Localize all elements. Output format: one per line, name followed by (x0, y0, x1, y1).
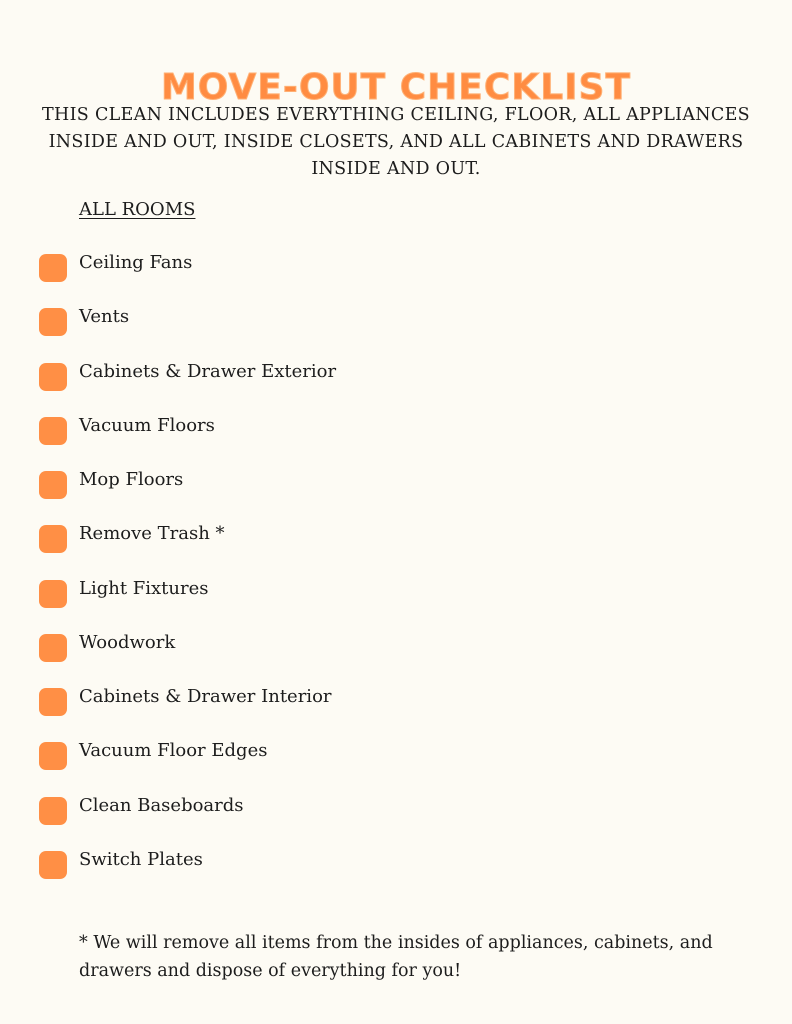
checklist (39, 252, 739, 903)
checkbox[interactable] (39, 742, 67, 770)
checklist-item-mop-floors[interactable] (39, 469, 739, 523)
checkbox[interactable] (39, 254, 67, 282)
checklist-item-switch-plates[interactable] (39, 849, 739, 903)
intro-text: THIS CLEAN INCLUDES EVERYTHING CEILING, FLOOR, ALL APPLIANCES INSIDE AND OUT, INSIDE CLOSETS, AND ALL CABINETS AND DRAWERS INSIDE AND OUT. (42, 105, 750, 179)
footnote: * We will remove all items from the insides of appliances, cabinets, and drawers and dispose of everything for you! (79, 933, 713, 981)
checklist-item-label: Ceiling Fans (79, 252, 193, 273)
checklist-item-label: Light Fixtures (79, 577, 209, 599)
checklist-item-label: Switch Plates (79, 848, 203, 870)
checkbox[interactable] (39, 471, 67, 499)
checkbox[interactable] (39, 308, 67, 336)
checkbox[interactable] (39, 851, 67, 879)
checklist-item-vacuum-floors[interactable] (39, 415, 739, 469)
checklist-item-label: Woodwork (79, 631, 176, 653)
checkbox[interactable] (39, 580, 67, 608)
checklist-item-label: Cabinets & Drawer Exterior (79, 360, 337, 382)
checklist-item-label: Cabinets & Drawer Interior (79, 686, 332, 707)
checklist-item-woodwork[interactable] (39, 632, 739, 686)
checklist-item-label: Vacuum Floors (79, 414, 215, 436)
checklist-item-label: Vents (79, 306, 130, 328)
checkbox[interactable] (39, 417, 67, 445)
checklist-item-vents[interactable] (39, 306, 739, 360)
section-title-all-rooms: ALL ROOMS (79, 199, 196, 220)
checkbox[interactable] (39, 797, 67, 825)
checklist-item-label: Vacuum Floor Edges (79, 740, 268, 762)
checklist-item-clean-baseboards[interactable] (39, 795, 739, 849)
checklist-item-cabinets-drawer-exterior[interactable] (39, 361, 739, 415)
checkbox[interactable] (39, 688, 67, 716)
checkbox[interactable] (39, 525, 67, 553)
checkbox[interactable] (39, 634, 67, 662)
checklist-item-label: Clean Baseboards (79, 794, 244, 816)
checklist-item-label: Mop Floors (79, 469, 184, 490)
checklist-item-remove-trash[interactable] (39, 523, 739, 577)
page-title: MOVE-OUT CHECKLIST (160, 67, 632, 109)
checklist-item-light-fixtures[interactable] (39, 578, 739, 632)
checklist-item-cabinets-drawer-interior[interactable] (39, 686, 739, 740)
checklist-item-label: Remove Trash * (79, 523, 225, 545)
checklist-item-vacuum-floor-edges[interactable] (39, 740, 739, 794)
checklist-item-ceiling-fans[interactable] (39, 252, 739, 306)
checkbox[interactable] (39, 363, 67, 391)
